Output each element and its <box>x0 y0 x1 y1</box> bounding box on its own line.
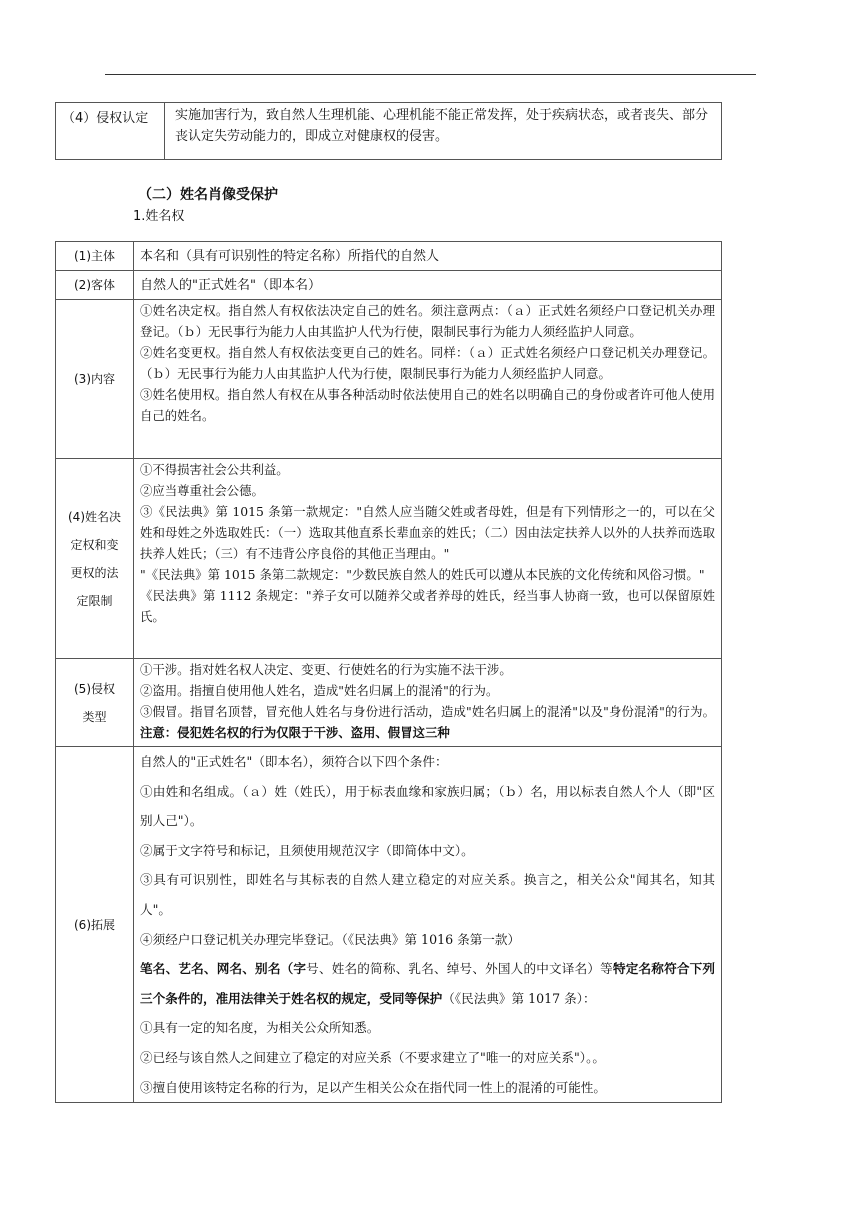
ext-condition: ③具有可识别性，即姓名与其标表的自然人建立稳定的对应关系。换言之，相关公众"闻其名，知其人"。 <box>140 872 715 917</box>
limit-line: ②应当尊重社会公德。 <box>140 483 264 498</box>
limit-line: ①不得损害社会公共利益。 <box>140 462 289 477</box>
table-row <box>56 103 722 160</box>
ext-intro: 自然人的"正式姓名"（即本名），须符合以下四个条件： <box>140 754 448 769</box>
row-content <box>134 747 722 1103</box>
limit-line: "《民法典》第 1015 条第二款规定："少数民族自然人的姓氏可以遵从本民族的文化传统和风俗习惯。" <box>140 567 705 582</box>
type-line <box>140 701 715 743</box>
name-right-table <box>55 241 722 1103</box>
ext-special <box>140 954 715 1013</box>
table-row <box>56 300 722 459</box>
type-text: ③假冒。指冒名顶替，冒充他人姓名与身份进行活动，造成"姓名归属上的混淆"以及"身份混淆"的行为。 <box>140 704 715 719</box>
health-right-table <box>55 102 722 160</box>
table-row <box>56 659 722 747</box>
row-label: (4)姓名决定权和变更权的法定限制 <box>56 459 134 659</box>
row-content <box>134 459 722 659</box>
table-row <box>56 459 722 659</box>
ext-condition: ②属于文字符号和标记，且须使用规范汉字（即简体中文）。 <box>140 842 474 858</box>
special-text: 号、姓名的简称、乳名、绰号、外国人的中文译名）等 <box>306 961 613 977</box>
header-rule <box>105 74 756 75</box>
object-text: 自然人的"正式姓名"（即本名） <box>140 277 321 293</box>
row-content <box>134 271 722 300</box>
row-label: （4）侵权认定 <box>56 103 165 160</box>
special-bold: 特定名称符合下列三个条件的，准用法律关于姓名权的规定，受同等保护 <box>140 961 716 1006</box>
type-note: 注意：侵犯姓名权的行为仅限于干涉、盗用、假冒这三种 <box>140 725 450 740</box>
subject-text: 本名和（具有可识别性的特定名称）所指代的自然人 <box>140 248 440 264</box>
limit-line: ③《民法典》第 1015 条第一款规定："自然人应当随父姓或者母姓，但是有下列情形之一的，可以在父姓和母姓之外选取姓氏：（一）选取其他直系长辈血亲的姓氏；（二）因由法定扶养人以外的人扶养而选取扶养人姓氏；（三）有不违背公序良俗的其他正当理由。" <box>140 504 715 561</box>
special-condition: ③擅自使用该特定名称的行为，足以产生相关公众在指代同一性上的混淆的可能性。 <box>140 1079 606 1095</box>
type-line: ②盗用。指擅自使用他人姓名，造成"姓名归属上的混淆"的行为。 <box>140 683 499 698</box>
row-label: (5)侵权类型 <box>56 659 134 747</box>
ext-condition: ④须经户口登记机关办理完毕登记。（《民法典》第 1016 条第一款） <box>140 931 521 947</box>
table-row <box>56 747 722 1103</box>
table-row <box>56 271 722 300</box>
ext-condition: ①由姓和名组成。（ａ）姓（姓氏），用于标表血缘和家族归属；（ｂ）名，用以标表自然人个人（即"区别人己"）。 <box>140 783 715 829</box>
row-label: (1)主体 <box>56 242 134 271</box>
limit-line: 《民法典》第 1112 条规定："养子女可以随养父或者养母的姓氏，经当事人协商一致，也可以保留原姓氏。 <box>140 588 715 624</box>
content-line: ②姓名变更权。指自然人有权依法变更自己的姓名。同样：（ａ）正式姓名须经户口登记机关办理登记。（ｂ）无民事行为能力人由其监护人代为行使，限制民事行为能力人须经监护人同意。 <box>140 345 715 381</box>
special-text: （《民法典》第 1017 条）： <box>442 990 596 1006</box>
row-label: (2)客体 <box>56 271 134 300</box>
table-row <box>56 242 722 271</box>
special-condition: ②已经与该自然人之间建立了稳定的对应关系（不要求建立了"唯一的对应关系"）。。 <box>140 1049 605 1065</box>
type-line: ①干涉。指对姓名权人决定、变更、行使姓名的行为实施不法干涉。 <box>140 662 512 677</box>
row-content <box>134 300 722 459</box>
special-bold: 笔名、艺名、网名、别名（字 <box>140 961 307 977</box>
row-label: (3)内容 <box>56 300 134 459</box>
content-line: ③姓名使用权。指自然人有权在从事各种活动时依法使用自己的姓名以明确自己的身份或者许可他人使用自己的姓名。 <box>140 387 715 423</box>
row-content: 实施加害行为，致自然人生理机能、心理机能不能正常发挥，处于疾病状态，或者丧失、部分丧认定失劳动能力的，即成立对健康权的侵害。 <box>165 103 722 160</box>
content-line: ①姓名决定权。指自然人有权依法决定自己的姓名。须注意两点：（ａ）正式姓名须经户口登记机关办理登记。（ｂ）无民事行为能力人由其监护人代为行使，限制民事行为能力人须经监护人同意。 <box>140 303 715 339</box>
row-content <box>134 242 722 271</box>
subsection-heading: 1.姓名权 <box>133 209 185 224</box>
row-content <box>134 659 722 747</box>
section-heading: （二）姓名肖像受保护 <box>138 187 278 203</box>
special-condition: ①具有一定的知名度，为相关公众所知悉。 <box>140 1020 380 1036</box>
row-label: (6)拓展 <box>56 747 134 1103</box>
